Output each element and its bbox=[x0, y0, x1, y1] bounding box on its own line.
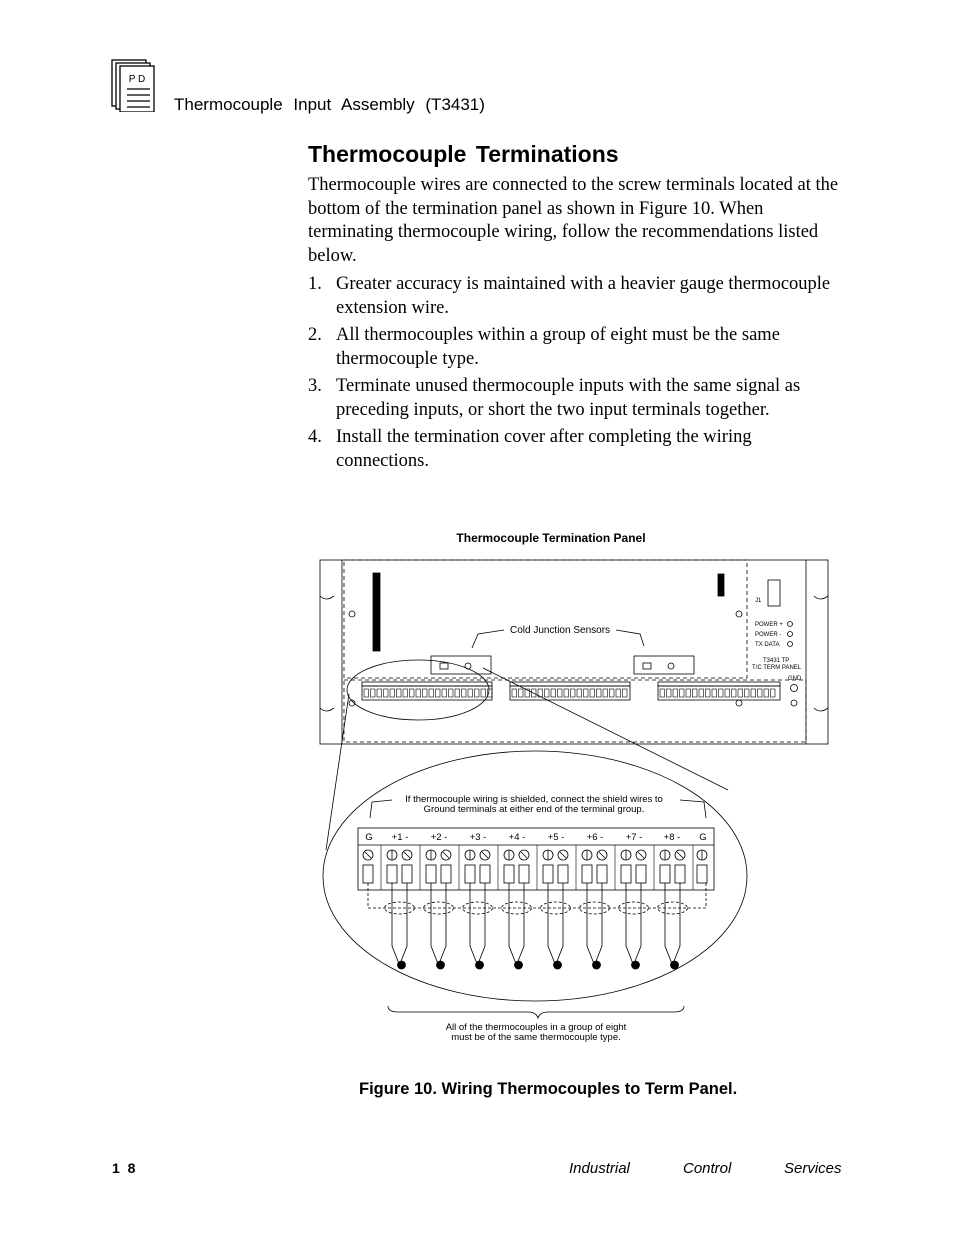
logo-text: P D bbox=[128, 74, 146, 85]
terminal-label: +2 - bbox=[430, 832, 448, 843]
group-note-line2: must be of the same thermocouple type. bbox=[451, 1032, 621, 1043]
thermocouple-wire bbox=[502, 883, 532, 969]
power-minus-label: POWER - bbox=[755, 632, 782, 638]
power-plus-label: POWER + bbox=[755, 622, 783, 628]
screw-terminal bbox=[543, 850, 553, 883]
screw-terminal bbox=[402, 850, 412, 883]
terminal-label: G bbox=[365, 832, 373, 843]
list-text: All thermocouples within a group of eight must be the same thermocouple type. bbox=[336, 325, 780, 369]
thermocouple-wire bbox=[385, 883, 415, 969]
list-item bbox=[308, 273, 848, 320]
intro-paragraph: Thermocouple wires are connected to the screw terminals located at the bottom of the termination panel as shown in Figure 10. When terminating thermocouple wiring, follow the recommendations listed below. bbox=[308, 175, 839, 266]
terminal-label: +4 - bbox=[508, 832, 526, 843]
footer-word: Industrial bbox=[569, 1160, 630, 1177]
screw-terminal bbox=[582, 850, 592, 883]
screw-terminal bbox=[621, 850, 631, 883]
page-number: 1 8 bbox=[112, 1160, 138, 1176]
screw-terminal bbox=[387, 850, 397, 883]
footer-word: Services bbox=[784, 1160, 842, 1177]
screw-terminal bbox=[675, 850, 685, 883]
running-header: Thermocouple Input Assembly (T3431) bbox=[174, 95, 485, 114]
detail-terminal-strip bbox=[358, 828, 714, 890]
tx-data-label: TX DATA bbox=[755, 642, 780, 648]
panel-outline bbox=[320, 560, 828, 744]
list-number: 4. bbox=[308, 427, 322, 447]
screw-terminal bbox=[636, 850, 646, 883]
gnd-label: GND bbox=[788, 676, 802, 682]
list-item bbox=[308, 426, 848, 473]
screw-terminal bbox=[480, 850, 490, 883]
detail-terminals bbox=[363, 832, 707, 969]
screw-terminal bbox=[504, 850, 514, 883]
terminal-label: +6 - bbox=[586, 832, 604, 843]
list-text: Greater accuracy is maintained with a heavier gauge thermocouple extension wire. bbox=[336, 274, 831, 318]
panel-id-label: T3431 TP bbox=[763, 658, 790, 664]
thermocouple-wire bbox=[658, 883, 688, 969]
screw-terminal bbox=[558, 850, 568, 883]
footer-word: Control bbox=[683, 1160, 732, 1177]
thermocouple-wire bbox=[424, 883, 454, 969]
screw-terminal bbox=[426, 850, 436, 883]
list-text: Install the termination cover after completing the wiring connections. bbox=[336, 427, 752, 471]
wiring-figure bbox=[318, 528, 838, 1053]
thermocouple-wire bbox=[619, 883, 649, 969]
cold-junction-label: Cold Junction Sensors bbox=[509, 625, 611, 636]
terminal-block bbox=[362, 682, 492, 700]
section-title: Thermocouple Terminations bbox=[308, 141, 619, 167]
terminal-label: G bbox=[699, 832, 707, 843]
screw-terminal bbox=[363, 850, 373, 883]
screw-terminal bbox=[519, 850, 529, 883]
figure-caption: Figure 10. Wiring Thermocouples to Term Panel. bbox=[359, 1080, 738, 1098]
terminal-label: +7 - bbox=[625, 832, 643, 843]
panel-title: Thermocouple Termination Panel bbox=[456, 531, 646, 545]
terminal-label: +5 - bbox=[547, 832, 565, 843]
list-item bbox=[308, 324, 848, 371]
jumper-block bbox=[718, 574, 724, 596]
j1-label: J1 bbox=[755, 598, 762, 604]
screw-terminal bbox=[465, 850, 475, 883]
panel-id-sub-label: T/C TERM PANEL bbox=[752, 665, 802, 671]
terminal-label: +8 - bbox=[663, 832, 681, 843]
terminal-label: +3 - bbox=[469, 832, 487, 843]
shield-note-line1: If thermocouple wiring is shielded, connect the shield wires to bbox=[405, 794, 663, 805]
screw-terminal bbox=[660, 850, 670, 883]
thermocouple-wire bbox=[463, 883, 493, 969]
shield-note-line2: Ground terminals at either end of the terminal group. bbox=[423, 804, 645, 815]
thermocouple-wire bbox=[541, 883, 571, 969]
group-note-line1: All of the thermocouples in a group of eight bbox=[445, 1022, 627, 1033]
edge-connector bbox=[373, 573, 380, 651]
terminal-block bbox=[510, 682, 630, 700]
screw-terminal bbox=[597, 850, 607, 883]
list-number: 1. bbox=[308, 274, 322, 294]
list-number: 2. bbox=[308, 325, 322, 345]
list-text: Terminate unused thermocouple inputs with the same signal as preceding inputs, or short the two input terminals together. bbox=[336, 376, 801, 420]
document-icon bbox=[110, 58, 158, 112]
screw-terminal bbox=[697, 850, 707, 883]
list-item bbox=[308, 375, 848, 422]
recommendation-list bbox=[308, 273, 848, 477]
terminal-blocks bbox=[362, 682, 780, 700]
terminal-block bbox=[658, 682, 780, 700]
thermocouple-wire bbox=[580, 883, 610, 969]
list-number: 3. bbox=[308, 376, 322, 396]
j1-connector bbox=[768, 580, 780, 606]
terminal-label: +1 - bbox=[391, 832, 409, 843]
screw-terminal bbox=[441, 850, 451, 883]
